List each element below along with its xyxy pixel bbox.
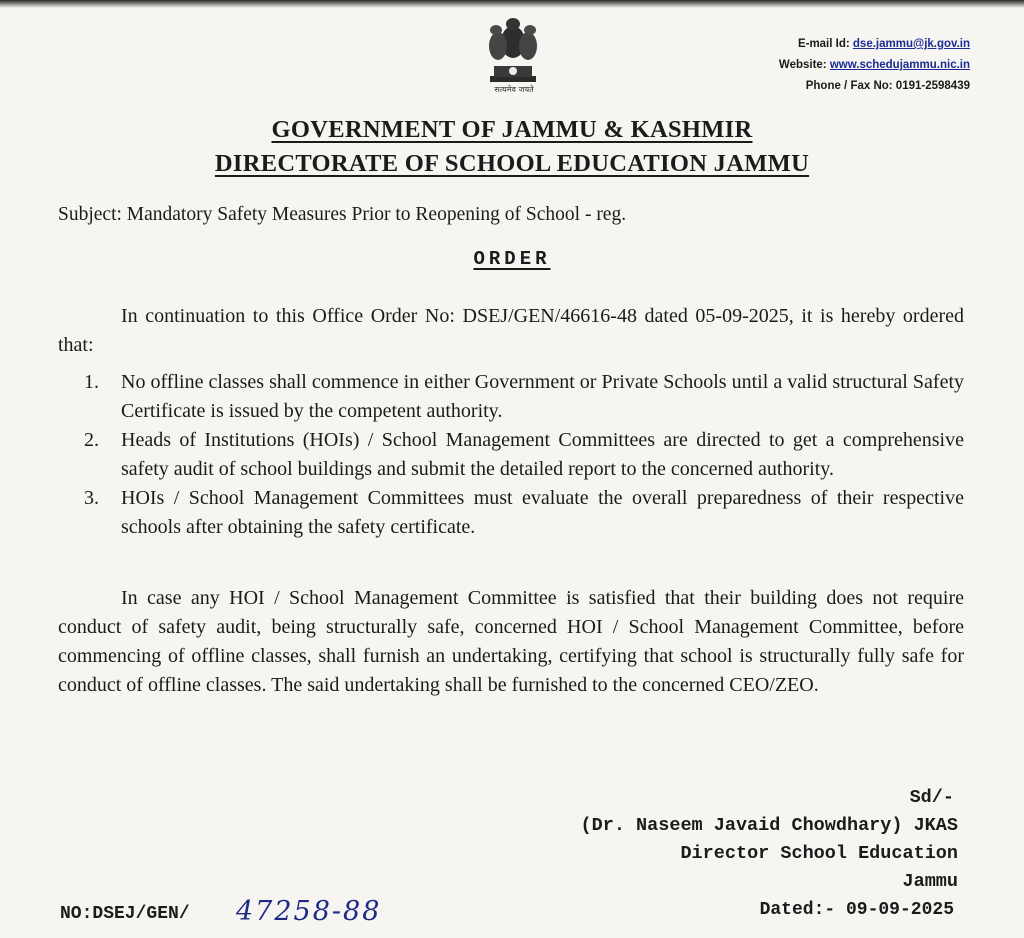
website-line	[779, 55, 970, 76]
subject-line: Subject: Mandatory Safety Measures Prior to Reopening of School - reg.	[58, 204, 627, 225]
list-item	[84, 484, 964, 542]
government-heading-text: GOVERNMENT OF JAMMU & KASHMIR	[271, 116, 753, 143]
signatory-name: (Dr. Naseem Javaid Chowdhary) JKAS	[580, 815, 958, 836]
list-item	[84, 426, 964, 484]
signatory-designation: Director School Education	[680, 843, 958, 864]
list-item-number: 1.	[84, 371, 99, 393]
handwritten-order-number: 47258-88	[236, 896, 382, 927]
email-label: E-mail Id:	[797, 38, 850, 50]
website-link[interactable]: www.schedujammu.nic.in	[829, 59, 970, 71]
order-title	[0, 248, 1024, 270]
email-line	[779, 34, 970, 55]
signatory-place: Jammu	[902, 871, 958, 892]
signature-block	[581, 812, 958, 896]
email-link[interactable]: dse.jammu@jk.gov.in	[852, 38, 970, 50]
government-heading	[0, 116, 1024, 144]
list-item-text: Heads of Institutions (HOIs) / School Management Committees are directed to get a comprehensive safety audit of school buildings and submit the detailed report to the concerned authority.	[121, 429, 964, 480]
intro-paragraph: In continuation to this Office Order No: DSEJ/GEN/46616-48 dated 05-09-2025, it is hereby ordered that:	[58, 305, 964, 356]
contact-block	[779, 34, 970, 97]
list-item	[84, 368, 964, 426]
directorate-heading-text: DIRECTORATE OF SCHOOL EDUCATION JAMMU	[214, 150, 810, 177]
list-item-number: 3.	[84, 487, 99, 509]
directorate-heading	[0, 150, 1024, 178]
emblem-motto: सत्यमेव जयते	[494, 85, 534, 94]
list-item-number: 2.	[84, 429, 99, 451]
closing-paragraph: In case any HOI / School Management Committee is satisfied that their building does not require conduct of safety audit, being structurally safe, concerned HOI / School Management Committee, before commencing of offline classes, shall furnish an undertaking, certifying that school is structurally fully safe for conduct of offline classes. The said undertaking shall be furnished to the concerned CEO/ZEO.	[58, 587, 964, 696]
list-item-text: HOIs / School Management Committees must evaluate the overall preparedness of their respective schools after obtaining the safety certificate.	[121, 487, 964, 538]
scan-edge-shadow	[0, 0, 1024, 8]
website-label: Website:	[778, 59, 827, 71]
order-number-label: NO:DSEJ/GEN/	[60, 904, 190, 924]
sd-mark: Sd/-	[909, 787, 954, 808]
order-title-text: ORDER	[473, 248, 551, 270]
order-date: Dated:- 09-09-2025	[759, 900, 954, 920]
phone-line: Phone / Fax No: 0191-2598439	[805, 80, 970, 92]
order-items-list	[84, 368, 964, 542]
list-item-text: No offline classes shall commence in either Government or Private Schools until a valid structural Safety Certificate is issued by the competent authority.	[121, 371, 964, 422]
